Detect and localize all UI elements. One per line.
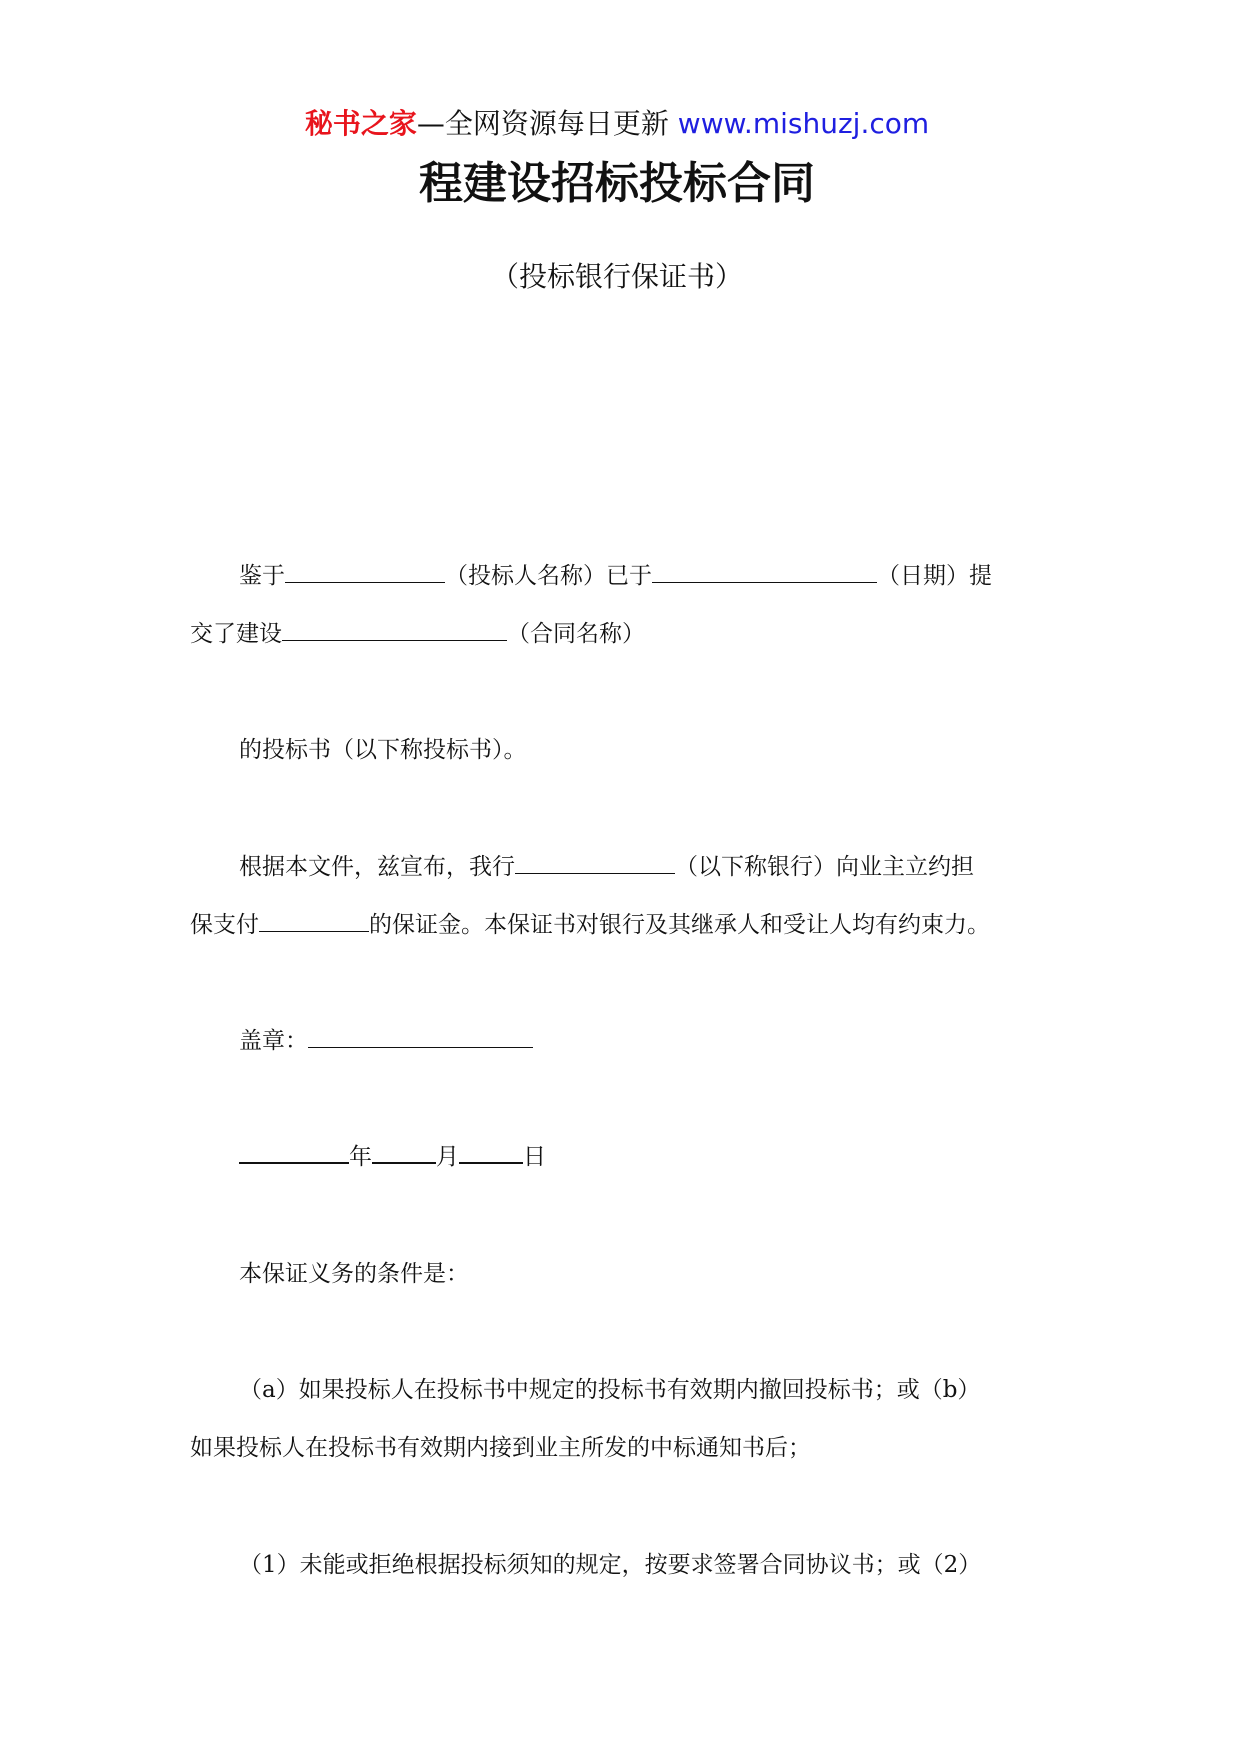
year-blank	[239, 1141, 349, 1164]
document-title: 程建设招标投标合同	[419, 158, 815, 209]
condition-a-line-1: （a）如果投标人在投标书中规定的投标书有效期内撤回投标书；或（b）	[239, 1377, 981, 1403]
site-banner	[0, 104, 1234, 144]
document-subtitle: （投标银行保证书）	[490, 260, 743, 293]
text-segment: 根据本文件，兹宣布，我行	[239, 854, 515, 880]
date-blank	[652, 561, 877, 583]
month-label: 月	[436, 1144, 459, 1170]
seal-line	[239, 1023, 533, 1059]
text-segment: 交了建设	[190, 621, 282, 647]
bidder-name-blank	[285, 561, 445, 583]
bank-name-blank	[515, 852, 675, 874]
seal-label: 盖章：	[239, 1028, 308, 1054]
brand-name: 秘书之家	[304, 107, 417, 140]
text-segment: 的保证金。本保证书对银行及其继承人和受让人均有约束力。	[369, 912, 990, 938]
text-segment: （以下称银行）向业主立约担	[675, 854, 974, 880]
text-segment: 鉴于	[239, 563, 285, 589]
month-blank	[372, 1141, 436, 1164]
day-blank	[459, 1141, 523, 1164]
date-line	[239, 1139, 546, 1175]
year-label: 年	[349, 1144, 372, 1170]
paragraph-1-line-1	[239, 558, 992, 594]
seal-blank	[308, 1026, 533, 1048]
banner-slogan: —全网资源每日更新	[416, 107, 669, 140]
text-segment: （合同名称）	[507, 621, 645, 647]
text-segment: 保支付	[190, 912, 259, 938]
paragraph-3-line-2	[190, 907, 990, 943]
paragraph-2: 的投标书（以下称投标书）。	[239, 737, 527, 763]
conditions-intro: 本保证义务的条件是：	[239, 1261, 469, 1287]
paragraph-1-line-2	[190, 616, 645, 652]
condition-a-line-2: 如果投标人在投标书有效期内接到业主所发的中标通知书后；	[190, 1435, 811, 1461]
text-segment: （日期）提	[877, 563, 992, 589]
contract-name-blank	[282, 619, 507, 641]
condition-1-line: （1）未能或拒绝根据投标须知的规定，按要求签署合同协议书；或（2）	[239, 1552, 982, 1578]
banner-url-link[interactable]: www.mishuzj.com	[677, 107, 930, 140]
text-segment: （投标人名称）已于	[445, 563, 652, 589]
amount-blank	[259, 910, 369, 932]
day-label: 日	[523, 1144, 546, 1170]
paragraph-3-line-1	[239, 849, 974, 885]
